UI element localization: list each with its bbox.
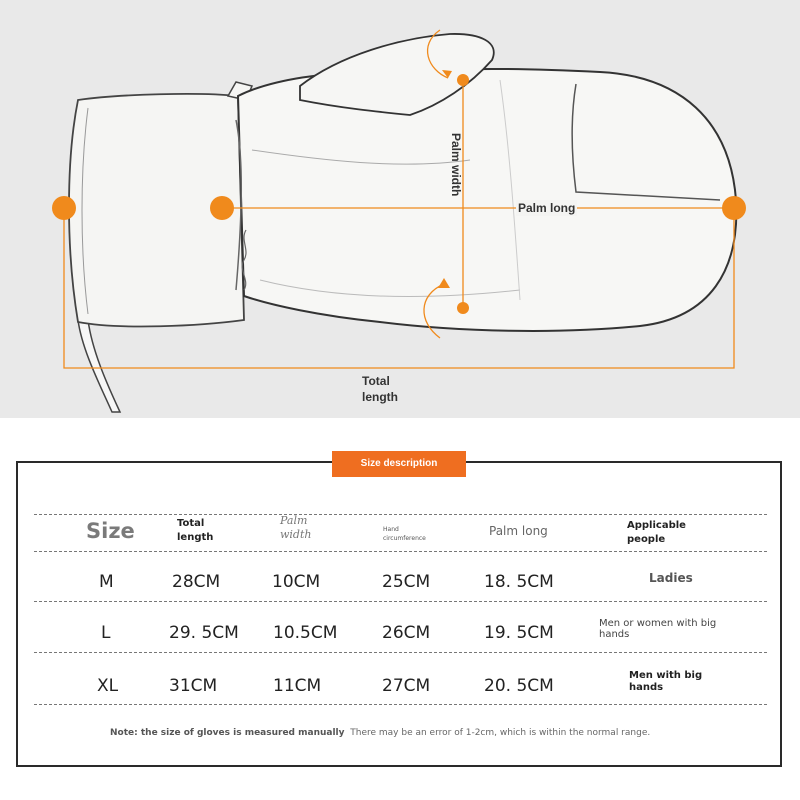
mitten-body — [238, 69, 736, 331]
palm-width-label: Palm width — [449, 133, 463, 197]
measurement-note — [110, 728, 650, 738]
row-m-total-length: 28CM — [172, 572, 221, 592]
row-m-hand-circumference: 25CM — [382, 572, 431, 592]
size-table — [16, 461, 782, 767]
row-l-total-length: 29. 5CM — [169, 623, 239, 643]
header-palm-long: Palm long — [489, 524, 548, 538]
measure-point-icon — [210, 196, 234, 220]
divider — [34, 704, 767, 705]
row-xl-applicable-people: Men with big hands — [629, 670, 703, 693]
row-l-hand-circumference: 26CM — [382, 623, 431, 643]
row-xl-size: XL — [97, 676, 119, 696]
row-xl-palm-long: 20. 5CM — [484, 676, 554, 696]
measure-point-icon — [52, 196, 76, 220]
measure-point-icon — [457, 74, 469, 86]
header-total-length: Total length — [177, 518, 214, 543]
row-m-size: M — [99, 572, 114, 592]
row-l-size: L — [101, 623, 111, 643]
row-l-applicable-people: Men or women with big hands — [599, 618, 717, 640]
note-rest: There may be an error of 1-2cm, which is within the normal range. — [350, 728, 651, 738]
row-l-palm-width: 10.5CM — [273, 623, 338, 643]
header-size: Size — [86, 519, 135, 543]
row-m-palm-long: 18. 5CM — [484, 572, 554, 592]
divider — [34, 551, 767, 552]
row-l-palm-long: 19. 5CM — [484, 623, 554, 643]
measure-point-icon — [457, 302, 469, 314]
total-length-label: Total length — [362, 374, 398, 404]
row-xl-hand-circumference: 27CM — [382, 676, 431, 696]
wrist-strap — [78, 320, 120, 412]
palm-long-label: Palm long — [518, 201, 576, 215]
header-applicable-people: Applicable people — [627, 520, 686, 545]
header-hand-circumference: Hand circumference — [383, 526, 426, 542]
row-m-palm-width: 10CM — [272, 572, 321, 592]
measure-point-icon — [722, 196, 746, 220]
size-description-badge: Size description — [332, 451, 466, 477]
divider — [34, 601, 767, 602]
row-xl-total-length: 31CM — [169, 676, 218, 696]
header-palm-width: Palm width — [280, 514, 312, 541]
row-m-applicable-people: Ladies — [649, 571, 693, 585]
divider — [34, 514, 767, 515]
divider — [34, 652, 767, 653]
note-bold: Note: the size of gloves is measured manually — [110, 728, 345, 738]
row-xl-palm-width: 11CM — [273, 676, 322, 696]
